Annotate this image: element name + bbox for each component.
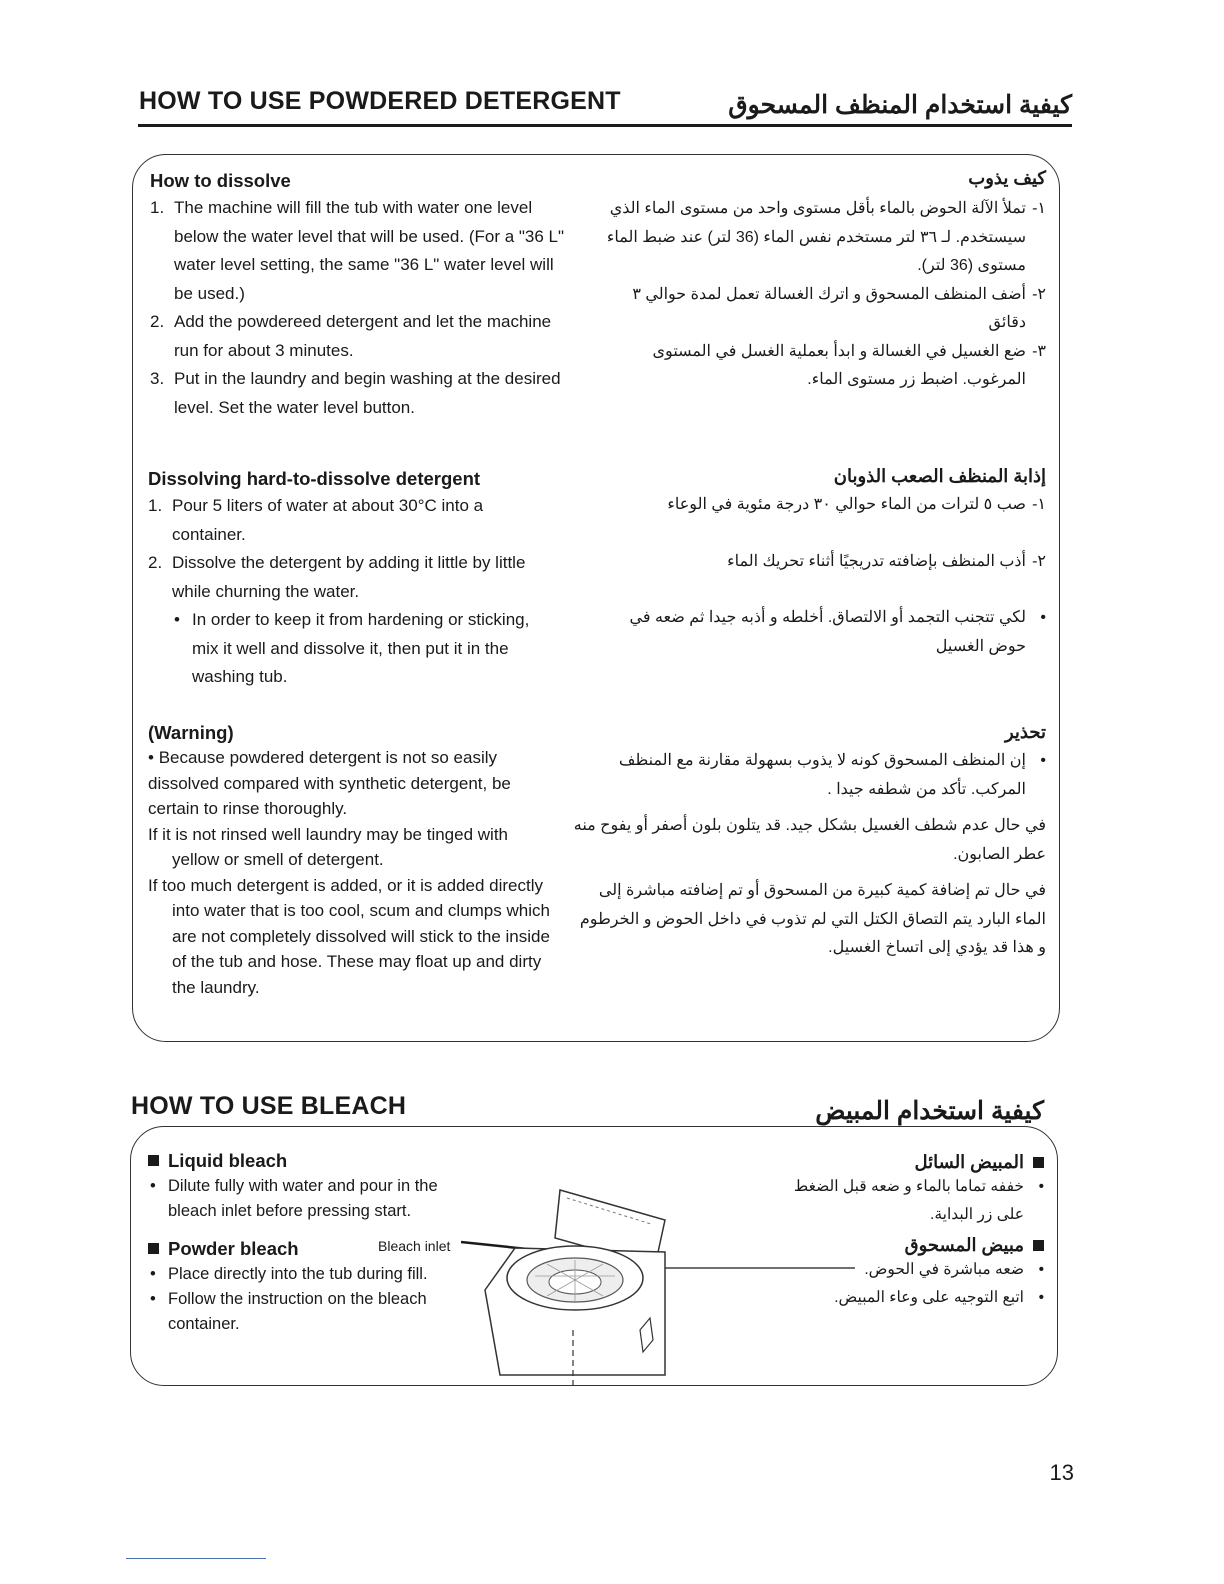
dissolve-step: 1. The machine will fill the tub with water one level below the water level that will be used. (For a "36 L" water level setting, the same "36 L" water level will be used.) [150, 198, 565, 303]
hard-dissolve-heading: Dissolving hard-to-dissolve detergent [148, 468, 481, 489]
warning-arabic [568, 722, 1046, 963]
warning-scum-note: If too much detergent is added, or it is added directly into water that is too cool, scum and clumps which are not completely dissolved will stick to the inside of the tub and hose. These may float up and dirty the laundry. [148, 875, 550, 997]
warning-heading-arabic: تحذير [1004, 722, 1046, 742]
hard-dissolve-step: 1. Pour 5 liters of water at about 30°C into a container. [148, 496, 484, 544]
hard-dissolve-heading-arabic: إذابة المنظف الصعب الذوبان [833, 466, 1046, 486]
dissolve-english [150, 170, 575, 422]
warning-heading: (Warning) [148, 722, 234, 743]
powder-bleach-bullet: • Follow the instruction on the bleach container. [150, 1290, 427, 1333]
powder-bleach-bullet: • Place directly into the tub during fill. [150, 1265, 428, 1283]
bleach-inlet-label: Bleach inlet [378, 1238, 451, 1254]
warning-scum-note-arabic: في حال تم إضافة كمية كبيرة من المسحوق أو تم إضافته مباشرة إلى الماء البارد يتم التصاق الكتل التي لم تذوب في داخل الحوض و الخرطوم و هذا قد يؤدي إلى اتساخ الغسيل. [579, 882, 1046, 956]
dissolve-step-arabic: ١- تملأ الآلة الحوض بالماء بأقل مستوى واحد من مستوى الماء الذي سيستخدم. لـ ٣٦ لتر مستخدم نفس الماء (36 لتر) عند ضبط الماء مستوى (36 لتر). [606, 200, 1046, 274]
liquid-bleach-bullet: • Dilute fully with water and pour in the bleach inlet before pressing start. [150, 1177, 438, 1220]
warning-bullet: • Because powdered detergent is not so easily dissolved compared with synthetic detergent, be certain to rinse thoroughly. [148, 748, 511, 818]
square-bullet-icon [148, 1155, 159, 1166]
dissolve-step-arabic: ٣- ضع الغسيل في الغسالة و ابدأ بعملية الغسل في المستوى المرغوب. اضبط زر مستوى الماء. [652, 342, 1046, 388]
square-bullet-icon [148, 1243, 159, 1254]
liquid-bleach-heading-arabic: المبيض السائل [770, 1152, 1044, 1173]
bleach-arabic [770, 1152, 1044, 1312]
header-rule [138, 124, 1072, 127]
dissolve-arabic [600, 168, 1046, 395]
warning-rinse-note: If it is not rinsed well laundry may be tinged with yellow or smell of detergent. [148, 824, 509, 869]
hard-dissolve-bullet: • In order to keep it from hardening or sticking, mix it well and dissolve it, then put it in the washing tub. [174, 610, 530, 686]
dissolve-heading-arabic: كيف يذوب [968, 168, 1046, 188]
hard-dissolve-step-arabic: ٢- أذب المنظف بإضافته تدريجيًا أثناء تحريك الماء [727, 552, 1046, 570]
square-bullet-icon [1024, 1152, 1044, 1172]
hard-dissolve-bullet-arabic: • لكي تتجنب التجمد أو الالتصاق. أخلطه و أذبه جيدا ثم ضعه في حوض الغسيل [629, 609, 1046, 655]
section-title-detergent: HOW TO USE POWDERED DETERGENT [139, 87, 621, 115]
powder-bleach-heading-arabic: مبيض المسحوق [770, 1235, 1044, 1256]
dissolve-step: 3. Put in the laundry and begin washing at the desired level. Set the water level button. [150, 369, 561, 417]
section-title-bleach: HOW TO USE BLEACH [131, 1092, 407, 1120]
warning-rinse-note-arabic: في حال عدم شطف الغسيل بشكل جيد. قد يتلون بلون أصفر أو يفوح منه عطر الصابون. [573, 817, 1046, 863]
hard-dissolve-step: 2. Dissolve the detergent by adding it little by little while churning the water. [148, 553, 526, 601]
square-bullet-icon [1024, 1235, 1044, 1255]
warning-english [148, 722, 558, 1000]
powder-bleach-bullet-arabic: • اتبع التوجيه على وعاء المبيض. [834, 1289, 1044, 1306]
section-title-bleach-arabic: كيفية استخدام المبيض [815, 1097, 1044, 1125]
liquid-bleach-heading: Liquid bleach [148, 1150, 488, 1172]
liquid-bleach-bullet-arabic: • خففه تماما بالماء و ضعه قبل الضغط على زر البداية. [793, 1178, 1044, 1223]
warning-bullet-arabic: • إن المنظف المسحوق كونه لا يذوب بسهولة مقارنة مع المنظف المركب. تأكد من شطفه جيدا . [618, 752, 1046, 798]
page-number: 13 [1049, 1460, 1074, 1485]
section-title-detergent-arabic: كيفية استخدام المنظف المسحوق [728, 91, 1072, 119]
powder-bleach-heading: Powder bleach [148, 1238, 488, 1260]
dissolve-step-arabic: ٢- أضف المنظف المسحوق و اترك الغسالة تعمل لمدة حوالي ٣ دقائق [632, 285, 1046, 331]
footer-rule [126, 1558, 266, 1559]
dissolve-heading: How to dissolve [150, 170, 291, 191]
powder-bleach-bullet-arabic: • ضعه مباشرة في الحوض. [864, 1261, 1044, 1278]
dissolve-step: 2. Add the powdereed detergent and let the machine run for about 3 minutes. [150, 312, 552, 360]
hard-dissolve-step-arabic: ١- صب ٥ لترات من الماء حوالي ٣٠ درجة مئوية في الوعاء [667, 496, 1046, 513]
hard-dissolve-english [148, 468, 548, 692]
hard-dissolve-arabic [598, 466, 1046, 661]
